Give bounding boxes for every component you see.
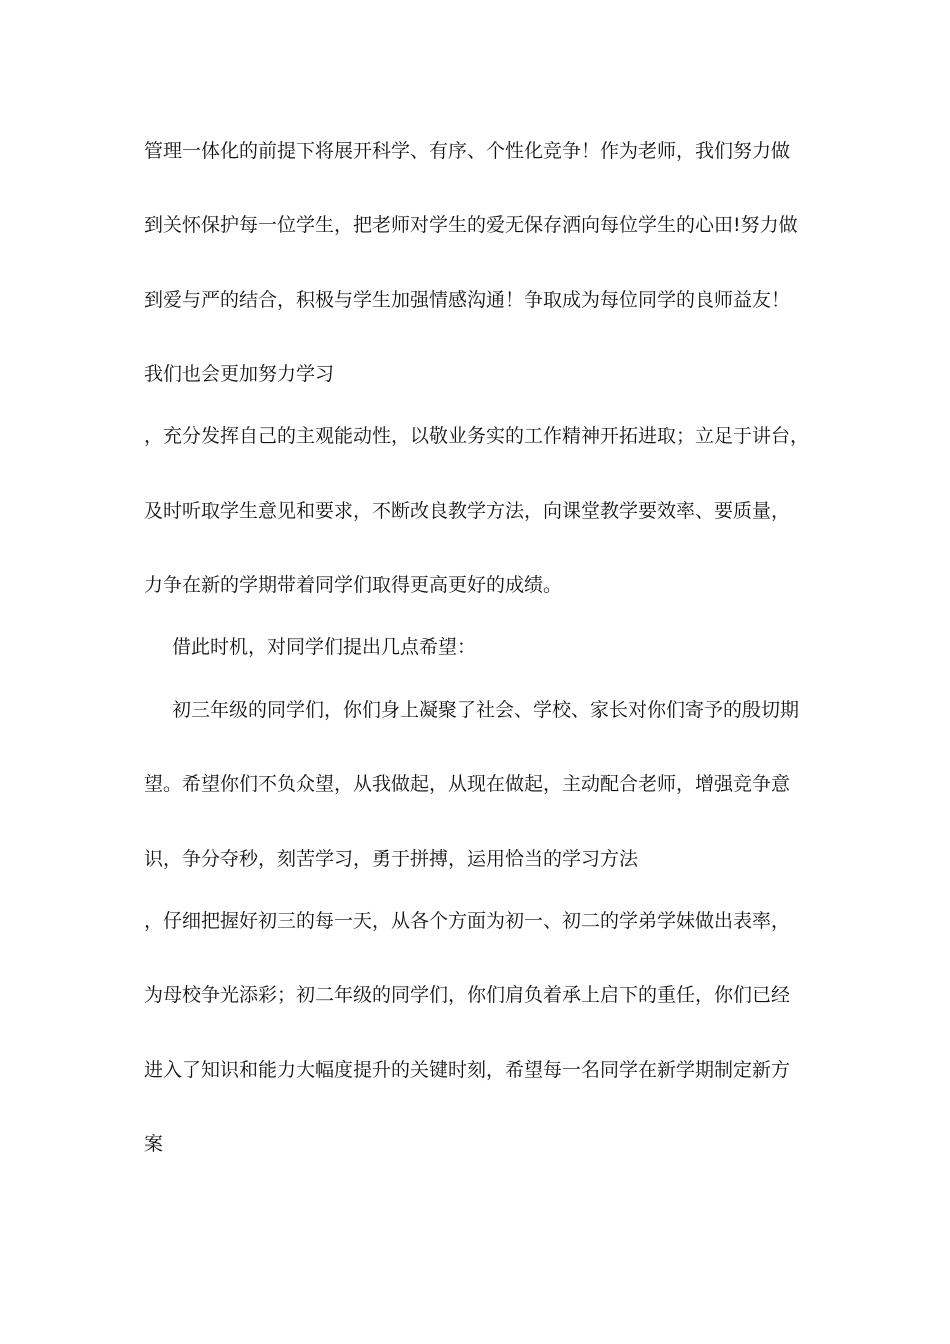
text-line: 进入了知识和能力大幅度提升的关键时刻，希望每一名同学在新学期制定新方 xyxy=(144,1059,791,1081)
text-line: 我们也会更加努力学习 xyxy=(144,363,335,385)
text-line: 借此时机，对同学们提出几点希望： xyxy=(172,636,477,658)
text-line: 案 xyxy=(144,1133,164,1155)
text-line: 识，争分夺秒，刻苦学习，勇于拼搏，运用恰当的学习方法 xyxy=(144,848,639,870)
text-line: ，仔细把握好初三的每一天，从各个方面为初一、初二的学弟学妹做出表率， xyxy=(144,910,791,932)
text-line: ，充分发挥自己的主观能动性，以敬业务实的工作精神开拓进取；立足于讲台， xyxy=(144,425,810,447)
text-line: 为母校争光添彩；初二年级的同学们，你们肩负着承上启下的重任，你们已经 xyxy=(144,984,791,1006)
text-line: 力争在新的学期带着同学们取得更高更好的成绩。 xyxy=(144,574,563,596)
text-line: 管理一体化的前提下将展开科学、有序、个性化竞争！作为老师，我们努力做 xyxy=(144,140,791,162)
text-line: 及时听取学生意见和要求，不断改良教学方法，向课堂教学要效率、要质量， xyxy=(144,500,791,522)
text-line: 望。希望你们不负众望，从我做起，从现在做起，主动配合老师，增强竞争意 xyxy=(144,773,791,795)
text-line: 初三年级的同学们，你们身上凝聚了社会、学校、家长对你们寄予的殷切期 xyxy=(172,699,800,721)
text-line: 到关怀保护每一位学生，把老师对学生的爱无保存洒向每位学生的心田!努力做 xyxy=(144,214,798,236)
text-line: 到爱与严的结合，积极与学生加强情感沟通！争取成为每位同学的良师益友！ xyxy=(144,289,791,311)
